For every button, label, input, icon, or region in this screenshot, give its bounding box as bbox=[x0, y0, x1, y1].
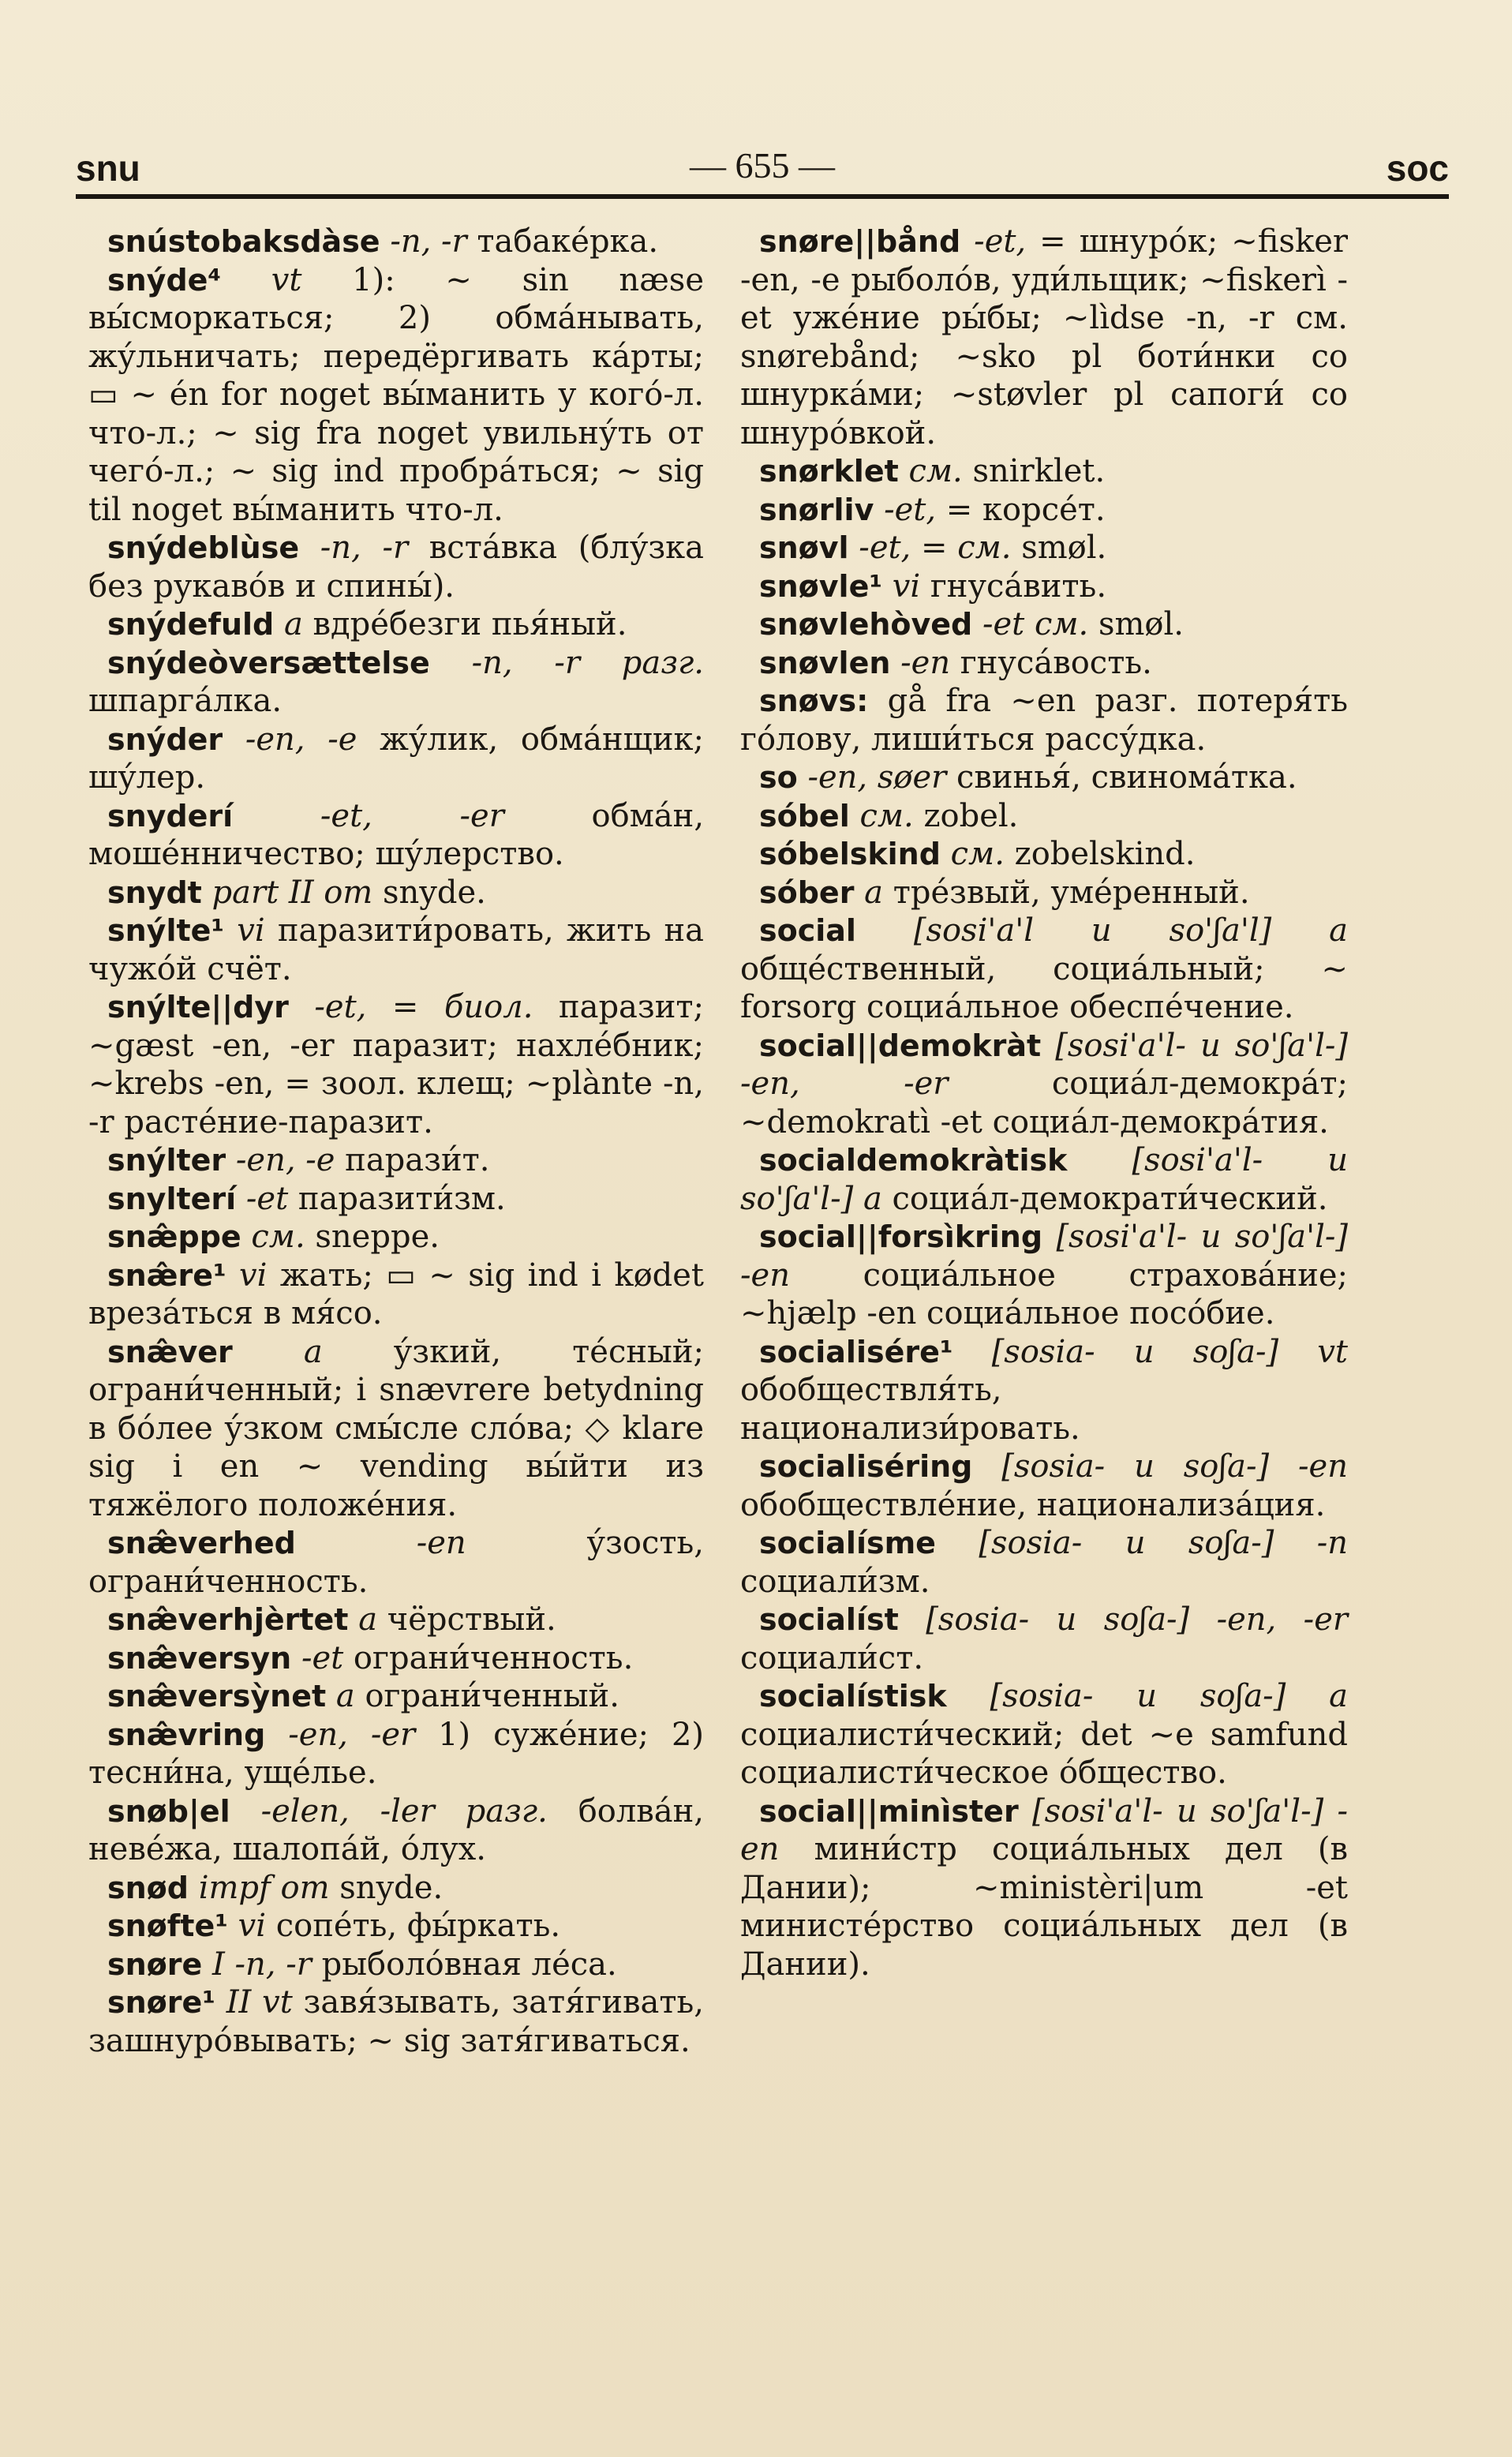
entry-definition: свинья́, свинома́тка. bbox=[956, 759, 1297, 796]
entry-headword: snørliv bbox=[759, 492, 874, 527]
dictionary-entry bbox=[740, 605, 1348, 644]
entry-definition: sneppe. bbox=[315, 1219, 440, 1255]
entry-headword: snæ̂ppe bbox=[107, 1219, 241, 1254]
entry-headword: sóber bbox=[759, 875, 855, 910]
entry-definition: шнуро́к; ~fisker -en, -e рыболо́в, уди́льщик; ~fiskerì -et уже́ние ры́бы; ~lìdse -n, -r см. snørebånd; ~sko pl боти́нки со шнурка́ми; ~støvler pl сапоги́ со шнуро́вкой. bbox=[740, 223, 1348, 451]
entry-definition: zobel. bbox=[923, 797, 1019, 834]
entry-grammar: -et bbox=[245, 1180, 289, 1217]
entry-headword: snydt bbox=[107, 875, 202, 910]
entry-grammar: a bbox=[864, 874, 884, 911]
entry-headword: snýdefuld bbox=[107, 607, 275, 642]
entry-definition: snyde. bbox=[339, 1869, 443, 1906]
entry-definition: snirklet. bbox=[972, 453, 1106, 489]
entry-grammar: [sosi'a'l- и so'ʃa'l-] -en bbox=[740, 1792, 1348, 1867]
entry-definition: тре́звый, уме́ренный. bbox=[893, 874, 1250, 911]
entry-headword: snøvlen bbox=[759, 645, 891, 680]
entry-headword: snýdeòversættelse bbox=[107, 645, 430, 680]
entry-definition: рыболо́вная ле́са. bbox=[321, 1946, 617, 1983]
entry-headword: snøre¹ bbox=[107, 1985, 215, 2020]
entry-headword: social||demokràt bbox=[759, 1028, 1042, 1063]
dictionary-entry bbox=[740, 1524, 1348, 1601]
entry-definition: паразити́зм. bbox=[298, 1180, 506, 1217]
dictionary-entry bbox=[740, 1218, 1348, 1333]
entry-headword: snústobaksdàse bbox=[107, 224, 380, 259]
entry-headword: socialíst bbox=[759, 1602, 899, 1637]
entry-headword: social||minìster bbox=[759, 1793, 1019, 1829]
entry-headword: social||forsìkring bbox=[759, 1219, 1043, 1254]
entry-grammar: vt bbox=[271, 261, 302, 298]
entry-grammar: -et, = см. bbox=[859, 530, 1012, 566]
entry-headword: snød bbox=[107, 1870, 189, 1905]
entry-headword: snøvle¹ bbox=[759, 568, 882, 604]
entry-grammar: -en, -e bbox=[235, 1142, 335, 1178]
dictionary-entry bbox=[88, 529, 704, 605]
entry-grammar: -en bbox=[900, 644, 951, 681]
entry-headword: socialístisk bbox=[759, 1679, 947, 1714]
entry-definition: сопе́ть, фы́ркать. bbox=[275, 1908, 561, 1944]
entry-grammar: II vt bbox=[226, 1984, 293, 2021]
entry-definition: гнуса́вить. bbox=[930, 567, 1107, 605]
entry-definition: у́зкий, те́сный; ограни́ченный; i snævrere betydning в бо́лее у́зком смы́сле сло́ва; ◇ klare sig i en ~ vending вы́йти из тяжёлого положе́ния. bbox=[88, 1333, 704, 1523]
entry-definition: социа́льное страхова́ние; ~hjælp -en социа́льное посо́бие. bbox=[740, 1257, 1348, 1331]
dictionary-entry bbox=[740, 912, 1348, 1027]
entry-definition: smøl. bbox=[1021, 530, 1107, 566]
entry-headword: socialísme bbox=[759, 1526, 936, 1560]
entry-headword: snæ̂verhjèrtet bbox=[107, 1602, 349, 1637]
entry-grammar: vi bbox=[237, 912, 265, 949]
entry-grammar: [sosi'a'l- и so'ʃa'l-] -en bbox=[740, 1219, 1348, 1294]
entry-definition: обма́н, моше́нничество; шу́лерство. bbox=[88, 797, 705, 872]
right-column bbox=[740, 223, 1348, 1983]
entry-headword: so bbox=[759, 760, 798, 795]
entry-definition: болва́н, неве́жа, шалопа́й, о́лух. bbox=[88, 1792, 705, 1867]
dictionary-entry bbox=[740, 835, 1348, 874]
dictionary-entry bbox=[88, 721, 704, 797]
dictionary-entry bbox=[88, 605, 704, 644]
dictionary-entry bbox=[740, 644, 1348, 683]
entry-grammar: -n, -r разг. bbox=[471, 644, 705, 681]
dictionary-entry bbox=[88, 1677, 704, 1716]
dictionary-entry bbox=[740, 682, 1348, 758]
entry-definition: социалисти́ческий; det ~e samfund социалисти́ческое о́бщество. bbox=[740, 1716, 1348, 1791]
entry-definition: обобществле́ние, национализа́ция. bbox=[740, 1486, 1326, 1523]
entry-definition: ограни́ченный. bbox=[365, 1678, 619, 1714]
dictionary-entry bbox=[740, 223, 1348, 452]
entry-headword: snýde⁴ bbox=[107, 262, 222, 298]
entry-grammar: -et, = bbox=[974, 223, 1066, 260]
dictionary-entry bbox=[88, 1257, 704, 1333]
entry-headword: snøvlehòved bbox=[759, 607, 973, 642]
dictionary-entry bbox=[740, 1792, 1348, 1984]
entry-grammar: см. bbox=[950, 836, 1005, 872]
entry-headword: snýlter bbox=[107, 1143, 226, 1178]
dictionary-entry bbox=[740, 529, 1348, 567]
dictionary-entry bbox=[740, 1448, 1348, 1524]
entry-headword: snøb|el bbox=[107, 1793, 230, 1829]
entry-grammar: [sosia- и soʃa-] -en bbox=[1001, 1448, 1348, 1485]
dictionary-entry bbox=[740, 758, 1348, 797]
left-column bbox=[88, 223, 704, 2060]
entry-headword: snøre bbox=[107, 1946, 203, 1982]
entry-grammar: [sosia- и soʃa-] -n bbox=[979, 1525, 1348, 1561]
entry-grammar: I -n, -r bbox=[212, 1946, 312, 1983]
entry-grammar: см. bbox=[859, 797, 914, 834]
dictionary-entry bbox=[88, 912, 704, 988]
dictionary-entry bbox=[88, 1716, 704, 1792]
dictionary-entry bbox=[88, 1180, 704, 1219]
entry-grammar: -et, = bbox=[884, 491, 973, 528]
page-header bbox=[76, 139, 1449, 194]
entry-definition: gå fra ~en разг. потеря́ть го́лову, лиши́ться рассу́дка. bbox=[740, 683, 1349, 758]
right-guide-word: soc bbox=[1386, 148, 1449, 189]
entry-definition: мини́стр социа́льных дел (в Дании); ~ministèri|um -et министе́рство социа́льных дел (в Дании). bbox=[740, 1831, 1348, 1983]
dictionary-entry bbox=[88, 797, 704, 874]
entry-grammar: [sosi'a'l- и so'ʃa'l-] -en, -er bbox=[740, 1027, 1348, 1102]
entry-grammar: vi bbox=[892, 567, 921, 605]
entry-definition: корсе́т. bbox=[982, 491, 1106, 528]
entry-definition: вста́вка (блу́зка без рукаво́в и спины́). bbox=[88, 530, 705, 605]
entry-definition: обобществля́ть, национализи́ровать. bbox=[740, 1372, 1080, 1447]
entry-definition: вдре́безги пья́ный. bbox=[313, 606, 627, 642]
entry-definition: у́зость, ограни́ченность. bbox=[88, 1525, 705, 1600]
entry-headword: social bbox=[759, 913, 856, 948]
entry-grammar: part II om bbox=[211, 874, 373, 911]
header-rule bbox=[76, 194, 1449, 199]
entry-definition: паразит; ~gæst -en, -er паразит; нахле́бник; ~krebs -en, = зоол. клещ; ~plànte -n, -r расте́ние-паразит. bbox=[88, 989, 704, 1140]
dictionary-entry bbox=[740, 1677, 1348, 1792]
entry-headword: snæ̂ver bbox=[107, 1334, 233, 1369]
entry-definition: 1): ~ sin næse вы́сморкаться; 2) обма́нывать, жу́льничать; передёргивать ка́рты; ▭ ~ én for noget вы́манить у кого́-л. что-л.; ~ sig fra noget увильну́ть от чего́-л.; ~ sig ind пробра́ться; ~ sig til noget вы́манить что-л. bbox=[88, 261, 704, 528]
entry-headword: sóbelskind bbox=[759, 837, 941, 871]
entry-grammar: [sosia- и soʃa-] a bbox=[990, 1678, 1348, 1714]
dictionary-entry bbox=[88, 223, 704, 261]
entry-grammar: см. bbox=[908, 453, 963, 489]
entry-grammar: vi bbox=[238, 1908, 266, 1944]
dictionary-entry bbox=[740, 797, 1348, 836]
dictionary-entry bbox=[740, 1601, 1348, 1677]
entry-definition: жать; ▭ ~ sig ind i kødet вреза́ться в мя́со. bbox=[88, 1257, 704, 1331]
entry-definition: zobelskind. bbox=[1014, 836, 1196, 872]
dictionary-entry bbox=[88, 1524, 704, 1601]
entry-headword: snæ̂versyn bbox=[107, 1640, 292, 1676]
entry-headword: snylterí bbox=[107, 1181, 237, 1216]
entry-definition: парази́т. bbox=[345, 1142, 490, 1178]
entry-definition: гнуса́вость. bbox=[960, 644, 1152, 681]
entry-grammar: a bbox=[335, 1678, 355, 1714]
entry-headword: snýlte¹ bbox=[107, 913, 225, 948]
page-number: — 655 — bbox=[690, 145, 835, 185]
entry-headword: snæ̂vring bbox=[107, 1717, 266, 1752]
entry-definition: жу́лик, обма́нщик; шу́лер. bbox=[88, 721, 704, 796]
entry-grammar: a bbox=[303, 1333, 323, 1370]
dictionary-entry bbox=[88, 988, 704, 1141]
entry-headword: socialiséring bbox=[759, 1449, 973, 1484]
entry-grammar: [sosi'a'l и so'ʃa'l] a bbox=[913, 912, 1348, 949]
dictionary-entry bbox=[740, 1027, 1348, 1142]
entry-definition: snyde. bbox=[382, 874, 486, 911]
dictionary-entry bbox=[88, 1639, 704, 1678]
dictionary-entry bbox=[740, 1141, 1348, 1218]
dictionary-entry bbox=[740, 1333, 1348, 1448]
entry-definition: социа́л-демократи́ческий. bbox=[892, 1180, 1328, 1217]
entry-grammar: -et, = биол. bbox=[314, 989, 533, 1025]
entry-headword: sóbel bbox=[759, 798, 850, 833]
entry-grammar: -et см. bbox=[982, 606, 1089, 642]
dictionary-entry bbox=[88, 1869, 704, 1908]
dictionary-entry bbox=[88, 1907, 704, 1946]
entry-grammar: -en, -er bbox=[288, 1716, 416, 1753]
entry-grammar: -en, -e bbox=[245, 721, 357, 758]
entry-grammar: vi bbox=[239, 1257, 268, 1294]
entry-grammar: [sosi'a'l- и so'ʃa'l-] a bbox=[740, 1142, 1348, 1217]
entry-grammar: [sosia- и soʃa-] -en, -er bbox=[926, 1601, 1348, 1638]
entry-grammar: -n, -r bbox=[320, 530, 409, 566]
entry-headword: snøvs: bbox=[759, 684, 869, 718]
entry-headword: snørklet bbox=[759, 454, 899, 489]
entry-grammar: -n, -r bbox=[390, 223, 467, 260]
entry-grammar: [sosia- и soʃa-] vt bbox=[991, 1333, 1348, 1370]
dictionary-entry bbox=[740, 567, 1348, 606]
entry-headword: snýdeblùse bbox=[107, 530, 300, 565]
dictionary-entry bbox=[88, 261, 704, 530]
entry-definition: обще́ственный, социа́льный; ~ forsorg социа́льное обеспе́чение. bbox=[740, 950, 1348, 1025]
dictionary-entry bbox=[740, 491, 1348, 530]
dictionary-entry bbox=[88, 644, 704, 721]
entry-headword: socialisére¹ bbox=[759, 1334, 953, 1369]
dictionary-entry bbox=[88, 874, 704, 912]
dictionary-entry bbox=[88, 1601, 704, 1639]
entry-definition: социали́ст. bbox=[740, 1639, 924, 1676]
entry-grammar: a bbox=[358, 1601, 378, 1638]
entry-grammar: a bbox=[283, 606, 303, 642]
entry-headword: snýder bbox=[107, 721, 223, 757]
entry-headword: snæ̂re¹ bbox=[107, 1257, 226, 1293]
entry-definition: smøl. bbox=[1098, 606, 1184, 642]
entry-definition: социали́зм. bbox=[740, 1563, 930, 1600]
entry-grammar: см. bbox=[251, 1219, 305, 1255]
entry-grammar: -en bbox=[416, 1525, 466, 1561]
dictionary-entry bbox=[740, 452, 1348, 491]
entry-headword: snyderí bbox=[107, 798, 234, 833]
entry-grammar: impf om bbox=[198, 1869, 330, 1906]
entry-grammar: -elen, -ler разг. bbox=[260, 1792, 548, 1830]
dictionary-entry bbox=[88, 1983, 704, 2060]
entry-grammar: -et bbox=[301, 1639, 344, 1676]
entry-headword: snýlte||dyr bbox=[107, 990, 289, 1024]
entry-grammar: -en, søer bbox=[807, 759, 947, 796]
entry-grammar: -et, -er bbox=[320, 797, 504, 834]
entry-definition: шпарга́лка. bbox=[88, 683, 283, 719]
dictionary-entry bbox=[88, 1141, 704, 1180]
entry-headword: snøvl bbox=[759, 530, 849, 565]
dictionary-entry bbox=[88, 1218, 704, 1257]
entry-definition: завя́зывать, затя́гивать, зашнуро́вывать; ~ sig затя́гиваться. bbox=[88, 1984, 705, 2059]
left-guide-word: snu bbox=[76, 148, 140, 189]
dictionary-entry bbox=[740, 874, 1348, 912]
entry-definition: ограни́ченность. bbox=[353, 1639, 634, 1676]
entry-headword: snøre||bånd bbox=[759, 224, 961, 259]
entry-headword: snøfte¹ bbox=[107, 1908, 228, 1943]
dictionary-entry bbox=[88, 1792, 704, 1869]
entry-headword: socialdemokràtisk bbox=[759, 1143, 1068, 1178]
entry-definition: табаке́рка. bbox=[477, 223, 659, 260]
entry-headword: snæ̂versỳnet bbox=[107, 1679, 327, 1714]
entry-definition: социа́л-демокра́т; ~demokratì -et социа́л-демокра́тия. bbox=[740, 1066, 1349, 1140]
entry-headword: snæ̂verhed bbox=[107, 1526, 296, 1560]
entry-definition: 1) суже́ние; 2) тесни́на, уще́лье. bbox=[88, 1716, 704, 1791]
dictionary-entry bbox=[88, 1946, 704, 1984]
entry-definition: паразити́ровать, жить на чужо́й счёт. bbox=[88, 912, 705, 987]
dictionary-entry bbox=[88, 1333, 704, 1525]
entry-definition: чёрствый. bbox=[387, 1601, 556, 1638]
